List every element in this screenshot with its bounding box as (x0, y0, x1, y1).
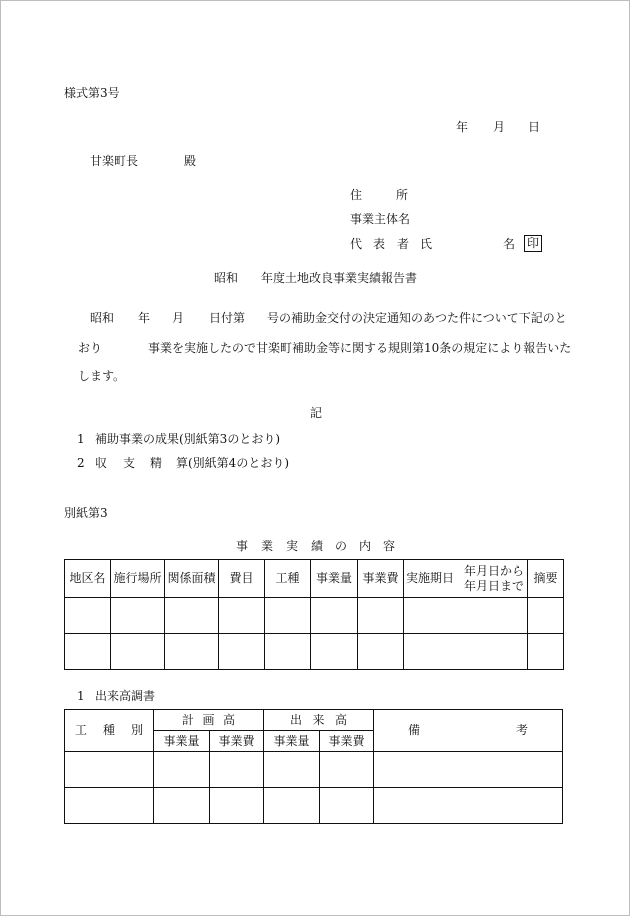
cell-input[interactable] (219, 598, 265, 634)
addressee-name: 甘楽町長 (90, 154, 139, 168)
plan-volume-header: 事業量 (154, 731, 210, 752)
rep-label-4: 氏 (420, 237, 433, 251)
cell-input[interactable] (165, 598, 219, 634)
remarks-char-2: 考 (516, 723, 529, 738)
progress-table (64, 709, 563, 824)
cell-input[interactable] (265, 598, 311, 634)
date-month-label: 月 (493, 120, 506, 134)
header-remarks: 摘要 (528, 560, 564, 598)
koshu-char-3: 別 (130, 723, 143, 738)
cell-input[interactable] (65, 788, 154, 824)
koshu-char-2: 種 (102, 723, 115, 738)
item-2-part-4: 算(別紙第4のとおり) (176, 456, 289, 470)
cell-input[interactable] (264, 788, 320, 824)
remarks-char-1: 備 (408, 723, 421, 738)
plan-char-1: 計 (182, 712, 195, 727)
item-1-number: 1 (77, 432, 85, 446)
item-2-part-1: 収 (95, 456, 108, 470)
cell-input[interactable] (374, 752, 563, 788)
seal-mark: 印 (524, 235, 542, 252)
header-work-type: 工種 (265, 560, 311, 598)
ki-heading: 記 (310, 406, 323, 420)
attachment-label: 別紙第3 (64, 506, 108, 520)
cell-input[interactable] (358, 634, 404, 670)
cell-input[interactable] (65, 634, 111, 670)
name-suffix: 名 (503, 237, 516, 251)
table2-header-row (65, 710, 563, 731)
plan-char-3: 高 (223, 712, 236, 727)
address-label-2: 所 (396, 188, 409, 202)
form-number: 様式第3号 (64, 86, 120, 100)
cell-input[interactable] (65, 598, 111, 634)
table-row (65, 598, 564, 634)
table-row (65, 634, 564, 670)
period-to: 年月日まで (463, 578, 524, 593)
rep-label-3: 者 (397, 237, 410, 251)
cell-input[interactable] (219, 634, 265, 670)
caption-char-5: の (335, 539, 348, 553)
caption-char-4: 績 (311, 539, 324, 553)
address-label-1: 住 (350, 188, 363, 202)
body-l1-year: 年 (138, 311, 151, 325)
body-l1-rest: 号の補助金交付の決定通知のあつた件について下記のと (267, 311, 567, 325)
cell-input[interactable] (65, 752, 154, 788)
caption-char-1: 事 (236, 539, 249, 553)
cell-input[interactable] (111, 634, 165, 670)
cell-input[interactable] (154, 788, 210, 824)
header-cost: 事業費 (358, 560, 404, 598)
caption-char-7: 容 (383, 539, 396, 553)
plan-char-2: 画 (202, 712, 215, 727)
actual-volume-header: 事業量 (264, 731, 320, 752)
table-header-row (65, 560, 564, 598)
header-remarks (374, 710, 563, 752)
caption-char-2: 業 (261, 539, 274, 553)
header-actual (264, 710, 374, 731)
actual-char-1: 出 (290, 712, 303, 727)
caption-char-3: 実 (286, 539, 299, 553)
period-from: 年月日から (463, 563, 524, 578)
cell-input[interactable] (210, 788, 264, 824)
header-expense-item: 費目 (219, 560, 265, 598)
table-row (65, 752, 563, 788)
entity-label: 事業主体名 (350, 212, 411, 226)
cell-input[interactable] (154, 752, 210, 788)
plan-cost-header: 事業費 (210, 731, 264, 752)
cell-input[interactable] (210, 752, 264, 788)
cell-input[interactable] (111, 598, 165, 634)
item-2-part-3: 精 (150, 456, 163, 470)
caption-char-6: 内 (359, 539, 372, 553)
header-koshu (65, 710, 154, 752)
actual-char-2: 来 (312, 712, 325, 727)
period-label: 実施期日 (406, 571, 455, 586)
cell-input[interactable] (320, 752, 374, 788)
cell-input[interactable] (311, 598, 358, 634)
item-1-text: 補助事業の成果(別紙第3のとおり) (95, 432, 280, 446)
header-location: 施行場所 (111, 560, 165, 598)
cell-input[interactable] (311, 634, 358, 670)
body-l1-era: 昭和 (90, 311, 115, 325)
title-era: 昭和 (214, 271, 239, 285)
actual-char-3: 高 (335, 712, 348, 727)
cell-input[interactable] (404, 598, 528, 634)
cell-input[interactable] (528, 634, 564, 670)
koshu-char-1: 工 (75, 723, 88, 738)
header-volume: 事業量 (311, 560, 358, 598)
table-row (65, 788, 563, 824)
date-year-label: 年 (456, 120, 469, 134)
body-l2-rest: 事業を実施したので甘楽町補助金等に関する規則第10条の規定により報告いた (148, 341, 572, 355)
table2-caption-number: 1 (77, 689, 85, 703)
body-l1-date: 日付第 (209, 311, 246, 325)
body-l1-month: 月 (172, 311, 185, 325)
title-rest: 年度土地改良事業実績報告書 (261, 271, 418, 285)
date-day-label: 日 (528, 120, 541, 134)
item-2-number: 2 (77, 456, 85, 470)
header-district: 地区名 (65, 560, 111, 598)
item-2-part-2: 支 (123, 456, 136, 470)
cell-input[interactable] (358, 598, 404, 634)
body-l3: します。 (78, 369, 126, 383)
rep-label-1: 代 (350, 237, 363, 251)
cell-input[interactable] (320, 788, 374, 824)
header-period (404, 560, 528, 598)
cell-input[interactable] (264, 752, 320, 788)
cell-input[interactable] (165, 634, 219, 670)
header-area: 関係面積 (165, 560, 219, 598)
body-l2-start: おり (78, 341, 103, 355)
header-plan (154, 710, 264, 731)
actual-cost-header: 事業費 (320, 731, 374, 752)
cell-input[interactable] (528, 598, 564, 634)
rep-label-2: 表 (373, 237, 386, 251)
cell-input[interactable] (374, 788, 563, 824)
table2-caption-text: 出来高調書 (95, 689, 156, 703)
cell-input[interactable] (404, 634, 528, 670)
results-table (64, 559, 564, 670)
addressee-honorific: 殿 (184, 154, 197, 168)
cell-input[interactable] (265, 634, 311, 670)
